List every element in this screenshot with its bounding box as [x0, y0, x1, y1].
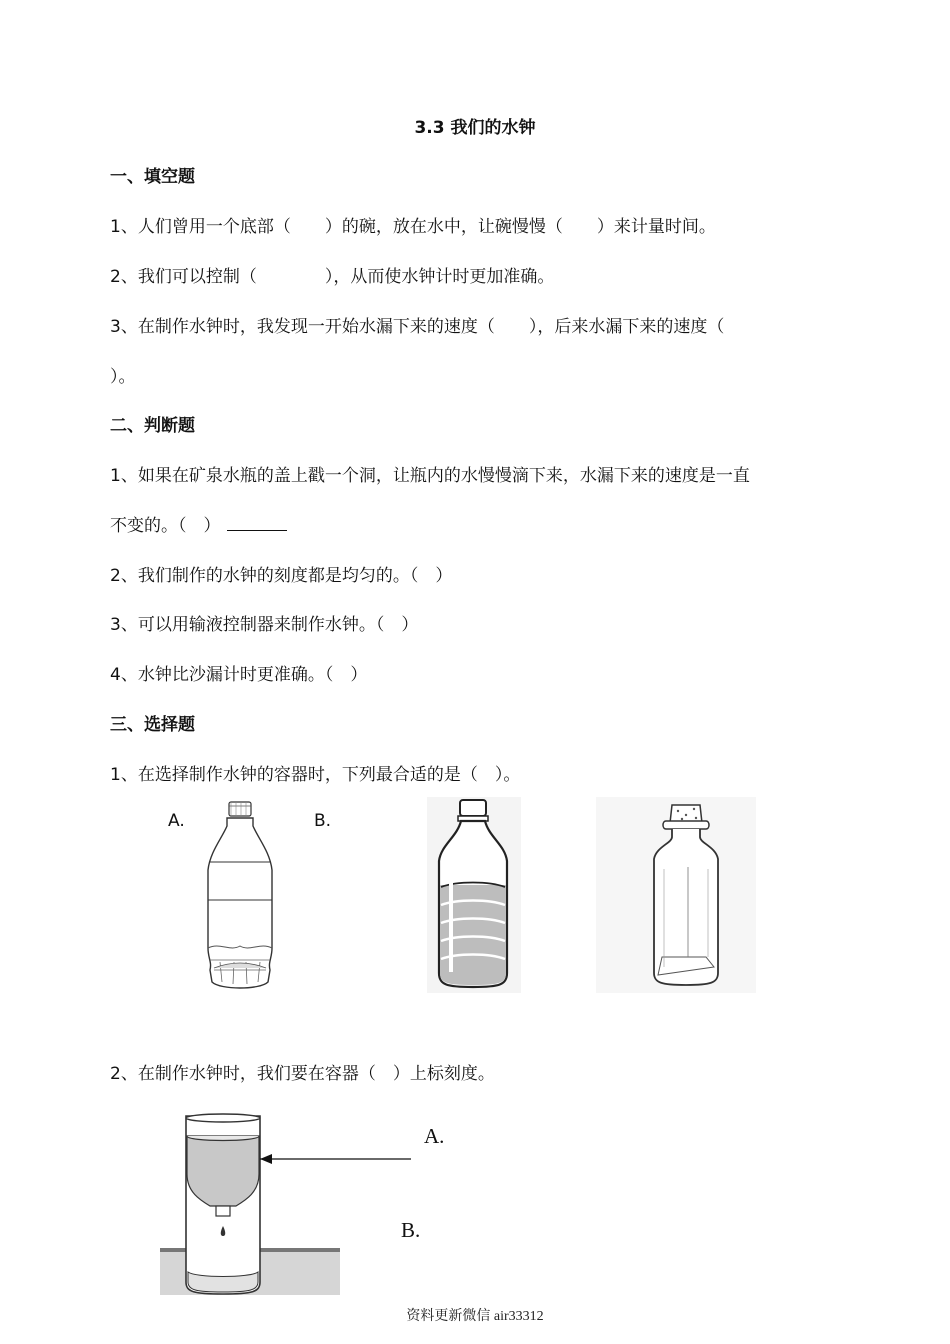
page-title: 3.3 我们的水钟 [414, 118, 536, 138]
fill-question-1: 1、人们曾用一个底部（ ）的碗，放在水中，让碗慢慢（ ）来计量时间。 [110, 217, 716, 237]
answer-blank-line [227, 516, 287, 531]
footer-text: 资料更新微信 air33312 [406, 1309, 544, 1324]
water-bottle-image [427, 797, 521, 993]
judge-question-1-line-2-row [110, 511, 287, 536]
section-heading-judge: 二、判断题 [110, 416, 195, 436]
choice-1-option-b: B. [314, 811, 332, 831]
choice-1-option-a: A. [168, 811, 185, 831]
choice-2-option-b: B. [401, 1218, 421, 1242]
water-clock-diagram-image [156, 1112, 426, 1297]
judge-question-1-line-1: 1、如果在矿泉水瓶的盖上戳一个洞，让瓶内的水慢慢滴下来，水漏下来的速度是一直 [110, 466, 750, 486]
section-heading-choice: 三、选择题 [110, 715, 195, 735]
judge-question-4: 4、水钟比沙漏计时更准确。（ ） [110, 665, 368, 685]
fill-question-2: 2、我们可以控制（ ），从而使水钟计时更加准确。 [110, 267, 555, 287]
glass-jar-image [596, 797, 756, 993]
judge-question-3: 3、可以用输液控制器来制作水钟。（ ） [110, 615, 419, 635]
judge-question-1-line-2: 不变的。（ ） [110, 516, 221, 536]
judge-question-2: 2、我们制作的水钟的刻度都是均匀的。（ ） [110, 566, 453, 586]
fill-question-3-line-1: 3、在制作水钟时，我发现一开始水漏下来的速度（ ），后来水漏下来的速度（ [110, 317, 725, 337]
choice-question-1: 1、在选择制作水钟的容器时，下列最合适的是（ ）。 [110, 765, 521, 785]
section-heading-fill: 一、填空题 [110, 167, 195, 187]
fill-question-3-line-2: ）。 [110, 367, 136, 387]
soda-bottle-image [200, 800, 280, 995]
choice-2-option-a: A. [424, 1124, 445, 1148]
choice-question-2: 2、在制作水钟时，我们要在容器（ ）上标刻度。 [110, 1064, 495, 1084]
